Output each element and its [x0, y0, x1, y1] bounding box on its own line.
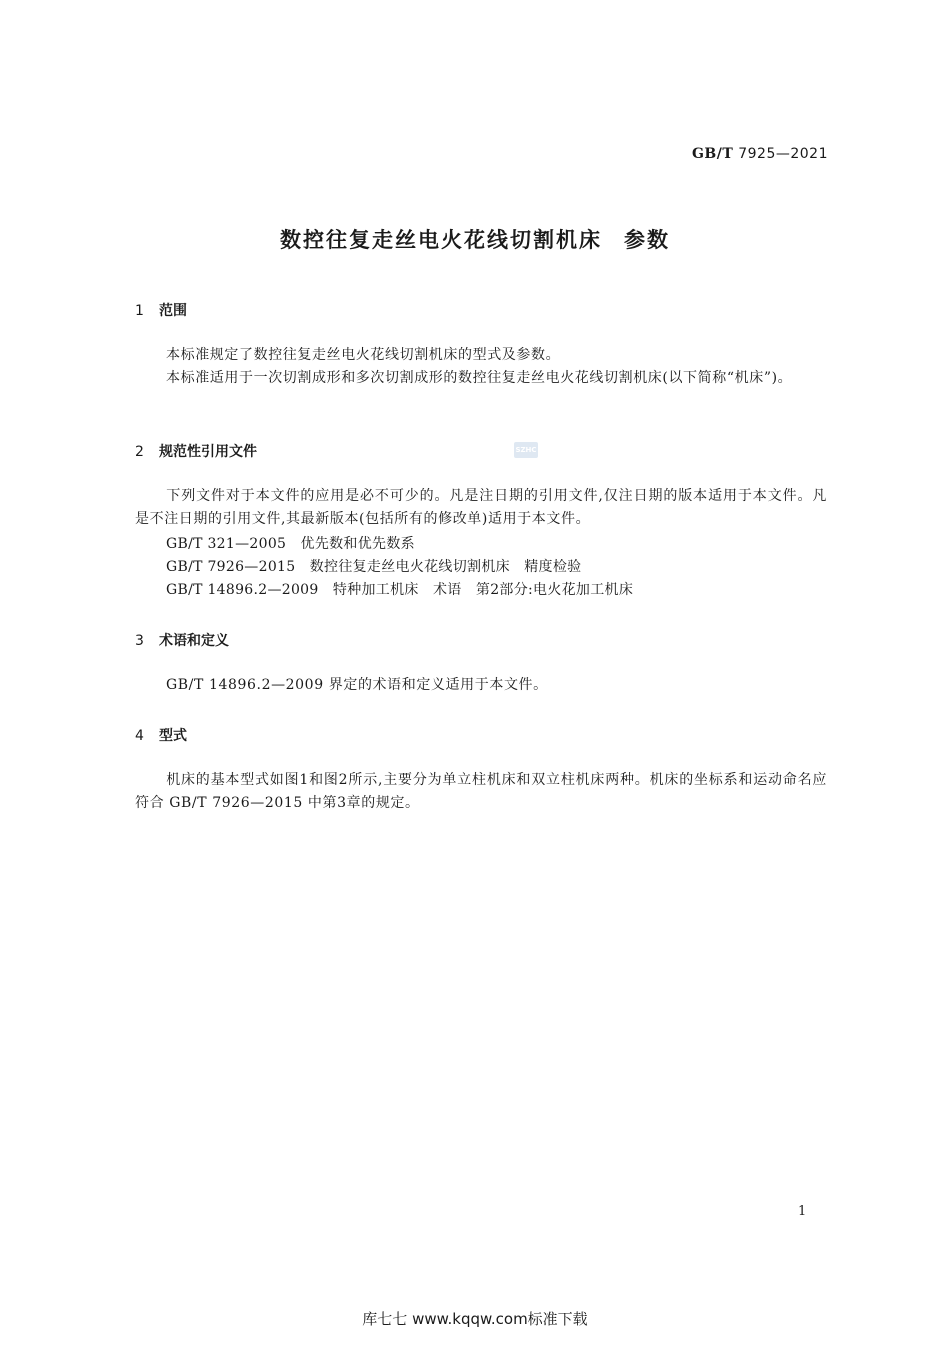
title-main: 数控往复走丝电火花线切割机床 [280, 228, 602, 252]
reference-item: GB/T 14896.2—2009 特种加工机床 术语 第2部分:电火花加工机床 [166, 582, 634, 598]
section-number: 2 [135, 444, 144, 460]
standard-prefix: GB/T [691, 146, 734, 162]
scope-paragraph-2: 本标准适用于一次切割成形和多次切割成形的数控往复走丝电火花线切割机床(以下简称“机床”)。 [166, 370, 793, 386]
terms-paragraph: GB/T 14896.2—2009 界定的术语和定义适用于本文件。 [166, 677, 548, 693]
section-heading-types [135, 725, 187, 745]
title-sub: 参数 [624, 228, 670, 252]
section-title: 型式 [159, 728, 187, 744]
reference-item: GB/T 7926—2015 数控往复走丝电火花线切割机床 精度检验 [166, 559, 582, 575]
standard-number: 7925—2021 [738, 146, 828, 162]
watermark-logo: SZHC [514, 442, 538, 458]
section-title: 范围 [159, 303, 187, 319]
section-heading-terms [135, 630, 229, 650]
types-paragraph: 机床的基本型式如图1和图2所示,主要分为单立柱机床和双立柱机床两种。机床的坐标系和运动命名应符合 GB/T 7926—2015 中第3章的规定。 [135, 772, 827, 811]
section-number: 4 [135, 728, 144, 744]
section-title: 规范性引用文件 [159, 444, 257, 460]
section-heading-normative-references [135, 441, 257, 461]
page-number: 1 [798, 1204, 807, 1219]
footer-download-note: 库七七 www.kqqw.com标准下载 [362, 1310, 588, 1328]
standard-code [692, 146, 828, 162]
references-intro-paragraph: 下列文件对于本文件的应用是必不可少的。凡是注日期的引用文件,仅注日期的版本适用于本文件。凡是不注日期的引用文件,其最新版本(包括所有的修改单)适用于本文件。 [135, 488, 827, 527]
section-heading-scope [135, 300, 187, 320]
scope-paragraph-1: 本标准规定了数控往复走丝电火花线切割机床的型式及参数。 [166, 347, 561, 363]
reference-item: GB/T 321—2005 优先数和优先数系 [166, 536, 415, 552]
document-title [0, 224, 950, 254]
section-title: 术语和定义 [159, 633, 229, 649]
section-number: 1 [135, 303, 144, 319]
section-number: 3 [135, 633, 144, 649]
